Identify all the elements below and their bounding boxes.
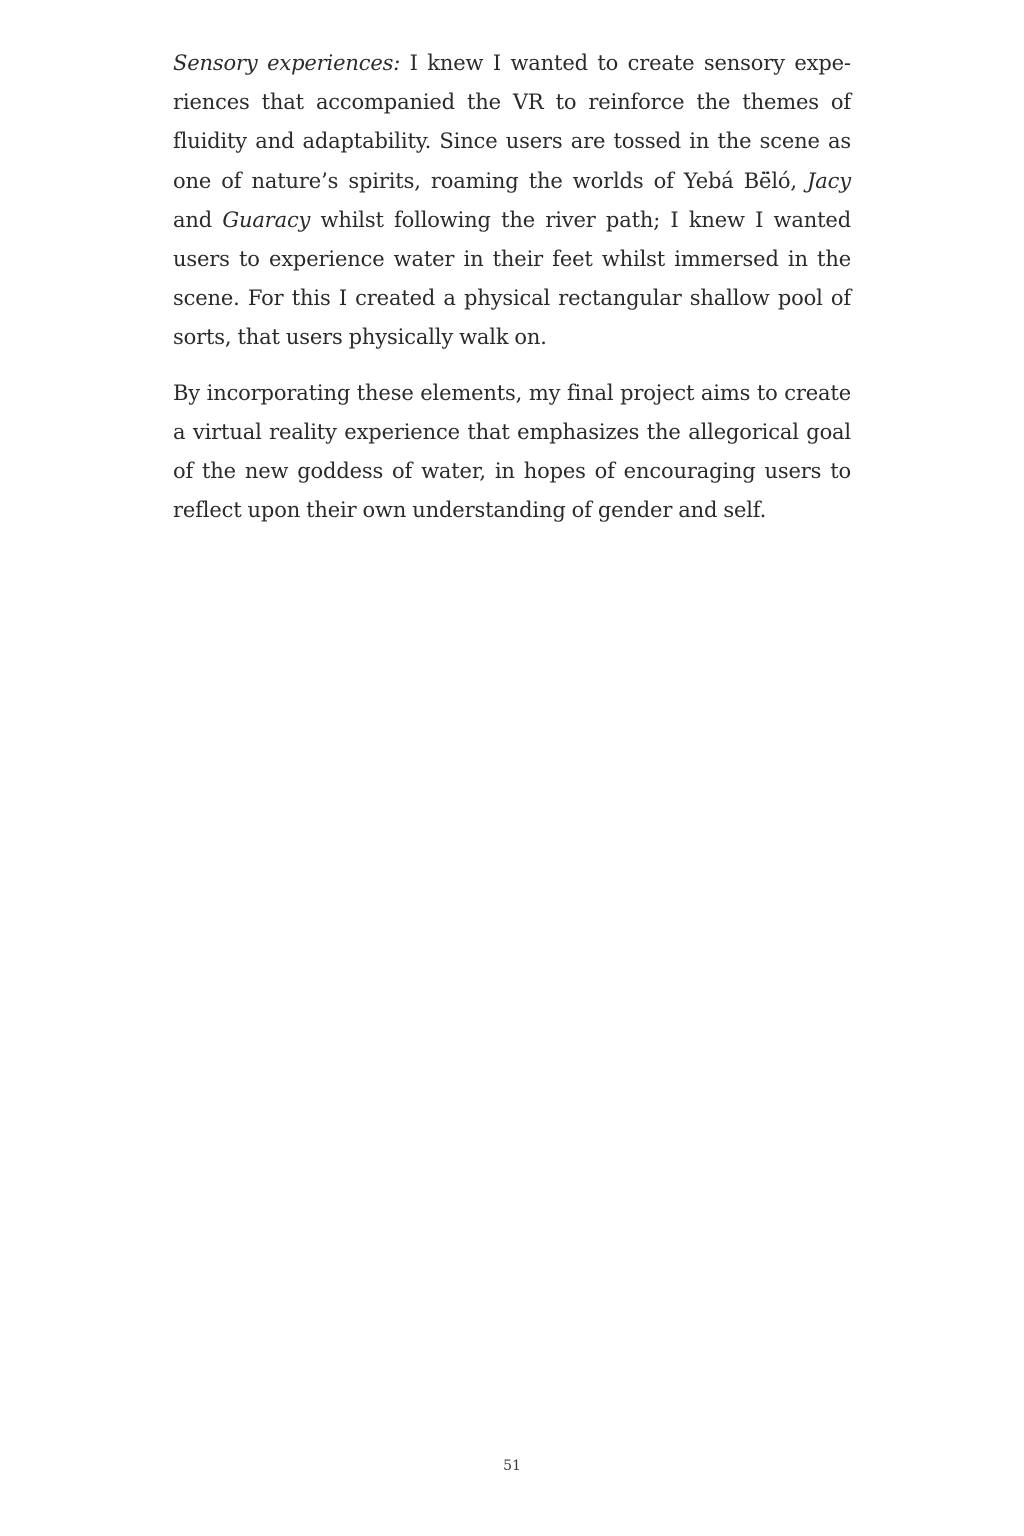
paragraph-lead-in: Sensory experiences: (173, 51, 401, 75)
body-text (173, 44, 851, 546)
paragraph-text: and (173, 207, 223, 232)
paragraph-conclusion: By incorporating these elements, my final project aims to create a virtual reality experience that emphasizes the allegorical goal of the new goddess of water, in hopes of encouraging users to reflect upon their own understanding of gender and self. (173, 380, 851, 523)
paragraph-sensory-experiences (173, 44, 851, 358)
italic-term-jacy: Jacy (807, 168, 851, 193)
paragraph-text: I knew I wanted to create sensory experiences that accompanied the VR to reinforce the themes of fluidity and adaptability. Since users are tossed in the scene as one of nature’s spirits, roaming the worlds of Yebá Bë̈ló, (173, 51, 851, 193)
italic-term-guaracy: Guaracy (222, 207, 311, 232)
page-number: 51 (503, 1458, 521, 1474)
paragraph-text: whilst following the river path; I knew I wanted users to experience water in their feet whilst immersed in the scene. For this I created a physical rectangular shallow pool of sorts, that users physically walk on. (173, 207, 851, 350)
